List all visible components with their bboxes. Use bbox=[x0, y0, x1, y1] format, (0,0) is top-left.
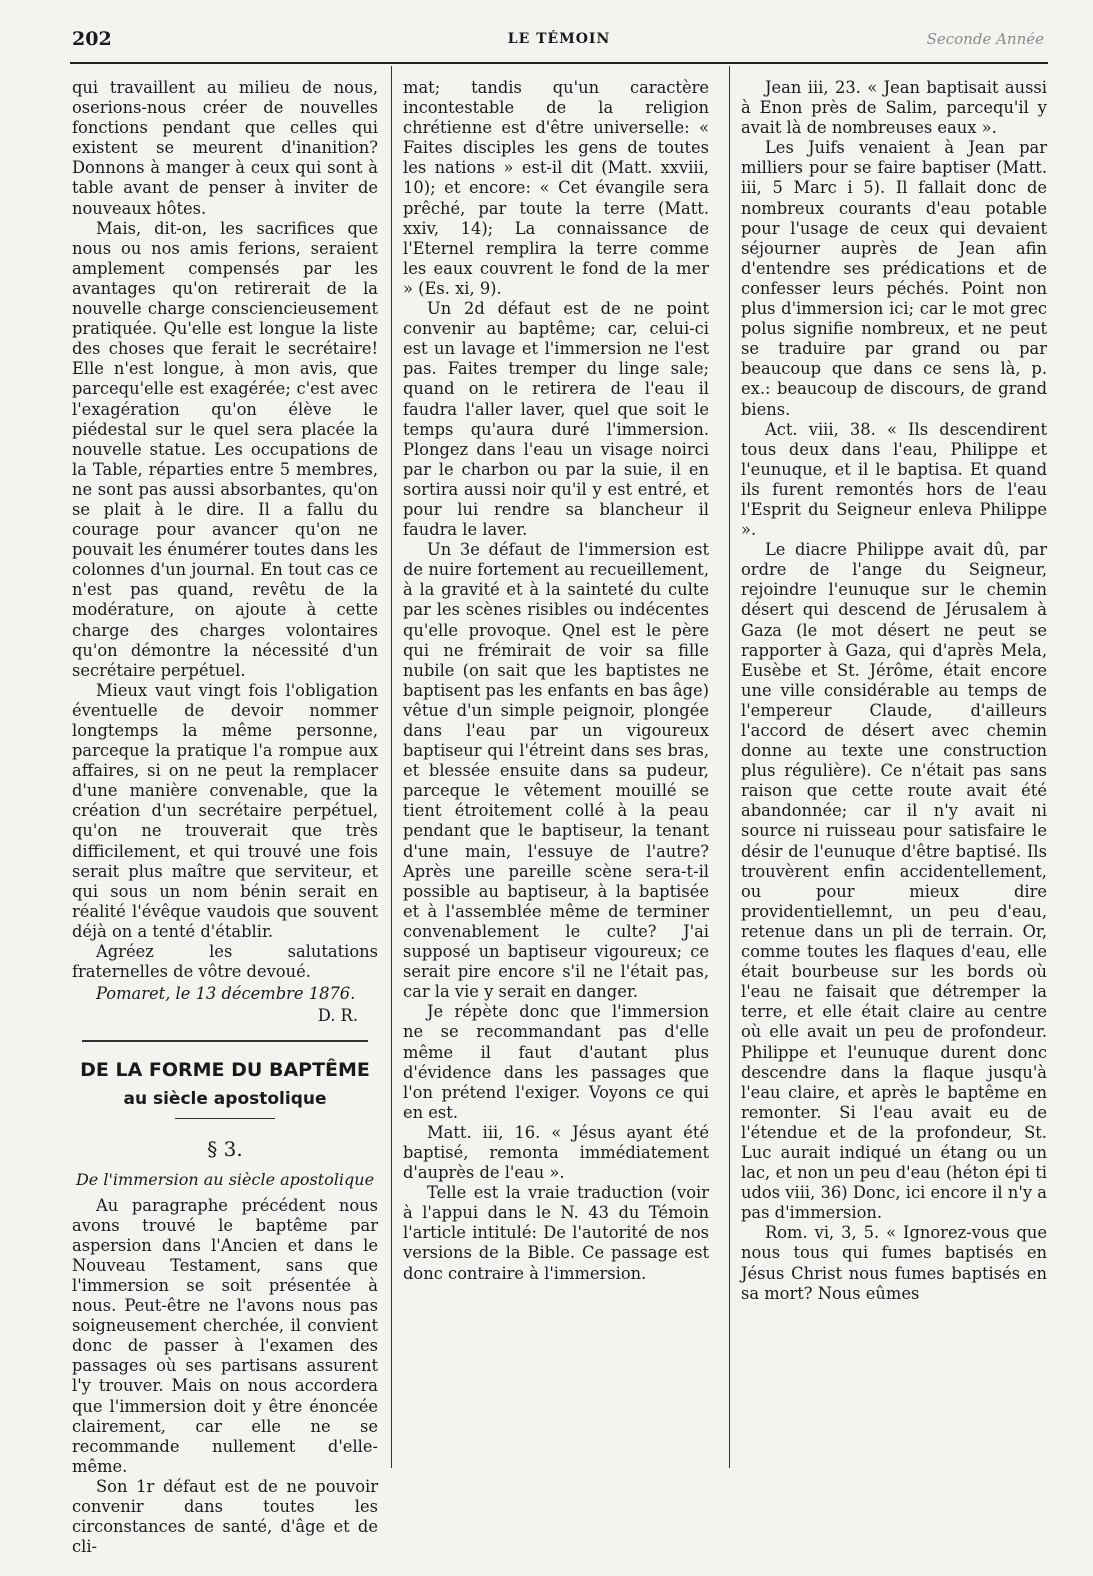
paragraph: Jean iii, 23. « Jean baptisait aussi à Enon près de Salim, parcequ'il y avait là de nombreuses eaux ». bbox=[741, 78, 1047, 138]
paragraph: Son 1r défaut est de ne pouvoir convenir dans toutes les circonstances de santé, d'âge et de cli- bbox=[72, 1476, 378, 1557]
column-left bbox=[72, 78, 378, 1557]
page-number: 202 bbox=[72, 28, 112, 50]
section-title: De l'immersion au siècle apostolique bbox=[75, 1169, 375, 1189]
place-date: Pomaret, le 13 décembre 1876. bbox=[96, 984, 356, 1004]
section-mark: § 3. bbox=[207, 1137, 243, 1162]
paragraph: Je répète donc que l'immersion ne se recommandant pas d'elle même il faut d'autant plus d'évidence dans les passages que l'on prétend l'exiger. Voyons ce qui en est. bbox=[403, 1002, 709, 1122]
paragraph: Mieux vaut vingt fois l'obligation éventuelle de devoir nommer longtemps la même personne, parceque la pratique l'a rompue aux affaires, si on ne peut la remplacer d'une manière convenable, que la création d'un secrétaire perpétuel, qu'on ne trouverait que très difficilement, et qui trouvé une fois serait plus maître que serviteur, et qui sous un nom bénin serait en réalité l'évêque vaudois que souvent déjà on a tenté d'établir. bbox=[72, 680, 378, 941]
paragraph: mat; tandis qu'un caractère incontestable de la religion chrétienne est d'être universelle: « Faites disciples les gens de toutes les nations » est-il dit (Matt. xxviii, 10); et encore: « Cet évangile sera prêché, par toute la terre (Matt. xxiv, 14); La connaissance de l'Eternel remplira la terre comme les eaux couvrent le fond de la mer » (Es. xi, 9). bbox=[403, 78, 709, 298]
page-header bbox=[70, 22, 1048, 62]
paragraph: Les Juifs venaient à Jean par milliers pour se faire baptiser (Matt. iii, 5 Marc i 5). Il fallait donc de nombreux courants d'eau potable pour l'usage de ceux qui devaient séjourner auprès de Jean afin d'entendre ses prédications et de confesser leurs péchés. Point non plus d'immersion ici; car le mot grec polus signifie nombreux, et ne peut se traduire par grand ou par beaucoup que dans ce sens là, p. ex.: beaucoup de discours, de grand biens. bbox=[741, 138, 1047, 419]
paragraph: Rom. vi, 3, 5. « Ignorez-vous que nous tous qui fumes baptisés en Jésus Christ nous fumes baptisés en sa mort? Nous eûmes bbox=[741, 1223, 1047, 1303]
issue-label: Seconde Année bbox=[926, 30, 1044, 48]
column-divider bbox=[729, 66, 730, 1468]
article-separator bbox=[82, 1040, 368, 1042]
paragraph: qui travaillent au milieu de nous, oserions-nous créer de nouvelles fonctions pendant que celles qui existent se meurent d'inanition? Donnons à manger à ceux qui sont à table avant de penser à inviter de nouveaux hôtes. bbox=[72, 78, 378, 218]
signature: D. R. bbox=[317, 1006, 358, 1026]
title-rule bbox=[175, 1118, 275, 1119]
paragraph: Un 3e défaut de l'immersion est de nuire fortement au recueillement, à la gravité et à la sainteté du culte par les scènes risibles ou indécentes qu'elle provoque. Qnel est le père qui ne frémirait de voir sa fille nubile (on sait que les baptistes ne baptisent pas les enfants en bas âge) vêtue d'un simple peignoir, plongée dans l'eau par un vigoureux baptiseur qui l'étreint dans ses bras, et blessée ensuite dans sa pudeur, parceque le vêtement mouillé se tient étroitement collé à la peau pendant que le baptiseur, la tenant d'une main, l'essuye de l'autre? Après une pareille scène sera-t-il possible au baptiseur, à la baptisée et à l'assemblée même de terminer convenablement le culte? J'ai supposé un baptiseur vigoureux; ce serait pire encore s'il ne l'était pas, car la vie y serait en danger. bbox=[403, 540, 710, 1002]
paragraph: Le diacre Philippe avait dû, par ordre de l'ange du Seigneur, rejoindre l'eunuque sur le chemin désert qui descend de Jérusalem à Gaza (le mot désert ne peut se rapporter à Gaza, qui d'après Mela, Eusèbe et St. Jérôme, était encore une ville considérable au temps de l'empereur Claude, d'ailleurs l'accord de désert avec chemin donne au texte une construction plus régulière). Ce n'était pas sans raison que cette route avait été abandonnée; car il n'y avait ni source ni ruisseau pour satisfaire le désir de l'eunuque d'être baptisé. Ils trouvèrent enfin accidentellement, ou pour mieux dire providentiellemnt, un peu d'eau, retenue dans un pli de terrain. Or, comme toutes les flaques d'eau, elle était bourbeuse sur les bords où l'eau ne faisait que détremper la terre, et elle était claire au centre où elle avait un peu de profondeur. Philippe et l'eunuque durent donc descendre dans la flaque jusqu'à l'eau claire, et après le baptême en remonter. Si l'eau avait eu de l'étendue et de la profondeur, St. Luc aurait indiqué un étang ou un lac, et non un peu d'eau (héton épi ti udos viii, 36) Donc, ici encore il n'y a pas d'immersion. bbox=[741, 540, 1047, 1223]
article-subtitle: au siècle apostolique bbox=[123, 1089, 327, 1110]
column-middle bbox=[403, 78, 709, 1284]
column-divider bbox=[391, 66, 392, 1468]
running-title: LE TÉMOIN bbox=[507, 31, 611, 47]
paragraph: Au paragraphe précédent nous avons trouvé le baptême par aspersion dans l'Ancien et dans le Nouveau Testament, sans que l'immersion se soit présentée à nous. Peut-être ne l'avons nous pas soigneusement cherchée, il convient donc de passer à l'examen des passages où ses partisans assurent l'y trouver. Mais on nous accordera que l'immersion doit y être énoncée clairement, car elle ne se recommande nullement d'elle-même. bbox=[72, 1195, 378, 1476]
paragraph: Act. viii, 38. « Ils descendirent tous deux dans l'eau, Philippe et l'eunuque, et il le baptisa. Et quand ils furent remontés hors de l'eau l'Esprit du Seigneur enleva Philippe ». bbox=[741, 419, 1047, 540]
paragraph: Un 2d défaut est de ne point convenir au baptême; car, celui-ci est un lavage et l'immersion ne l'est pas. Faites tremper du linge sale; quand on le retirera de l'eau il faudra l'aller laver, quel que soit le temps qu'aura duré l'immersion. Plongez dans l'eau un visage noirci par le charbon ou par la suie, il en sortira aussi noir qu'il y est entré, et pour lui rendre sa blancheur il faudra le laver. bbox=[403, 299, 709, 540]
paragraph: Telle est la vraie traduction (voir à l'appui dans le N. 43 du Témoin l'article intitulé: De l'autorité de nos versions de la Bible. Ce passage est donc contraire à l'immersion. bbox=[403, 1183, 709, 1283]
paragraph: Mais, dit-on, les sacrifices que nous ou nos amis ferions, seraient amplement compensés par les avantages qu'on retirerait de la nouvelle charge consciencieusement pratiquée. Qu'elle est longue la liste des choses que ferait le secrétaire! Elle n'est longue, à mon avis, que parcequ'elle est exagérée; c'est avec l'exagération qu'on élève le piédestal sur le quel sera placée la nouvelle statue. Les occupations de la Table, réparties entre 5 membres, ne sont pas aussi absorbantes, qu'on se plait à le dire. Il a fallu du courage pour avancer qu'on ne pouvait les énumérer toutes dans les colonnes d'un journal. En tout cas ce n'est pas quand, revêtu de la modérature, on ajoute à cette charge des charges volontaires qu'on démontre la nécessité d'un secrétaire perpétuel. bbox=[72, 218, 378, 680]
article-title: DE LA FORME DU BAPTÊME bbox=[80, 1059, 370, 1082]
column-right bbox=[741, 78, 1047, 1304]
paragraph: Matt. iii, 16. « Jésus ayant été baptisé, remonta immédiatement d'auprès de l'eau ». bbox=[403, 1122, 709, 1183]
header-rule bbox=[70, 62, 1048, 64]
paragraph: Agréez les salutations fraternelles de vôtre devoué. bbox=[72, 942, 378, 982]
